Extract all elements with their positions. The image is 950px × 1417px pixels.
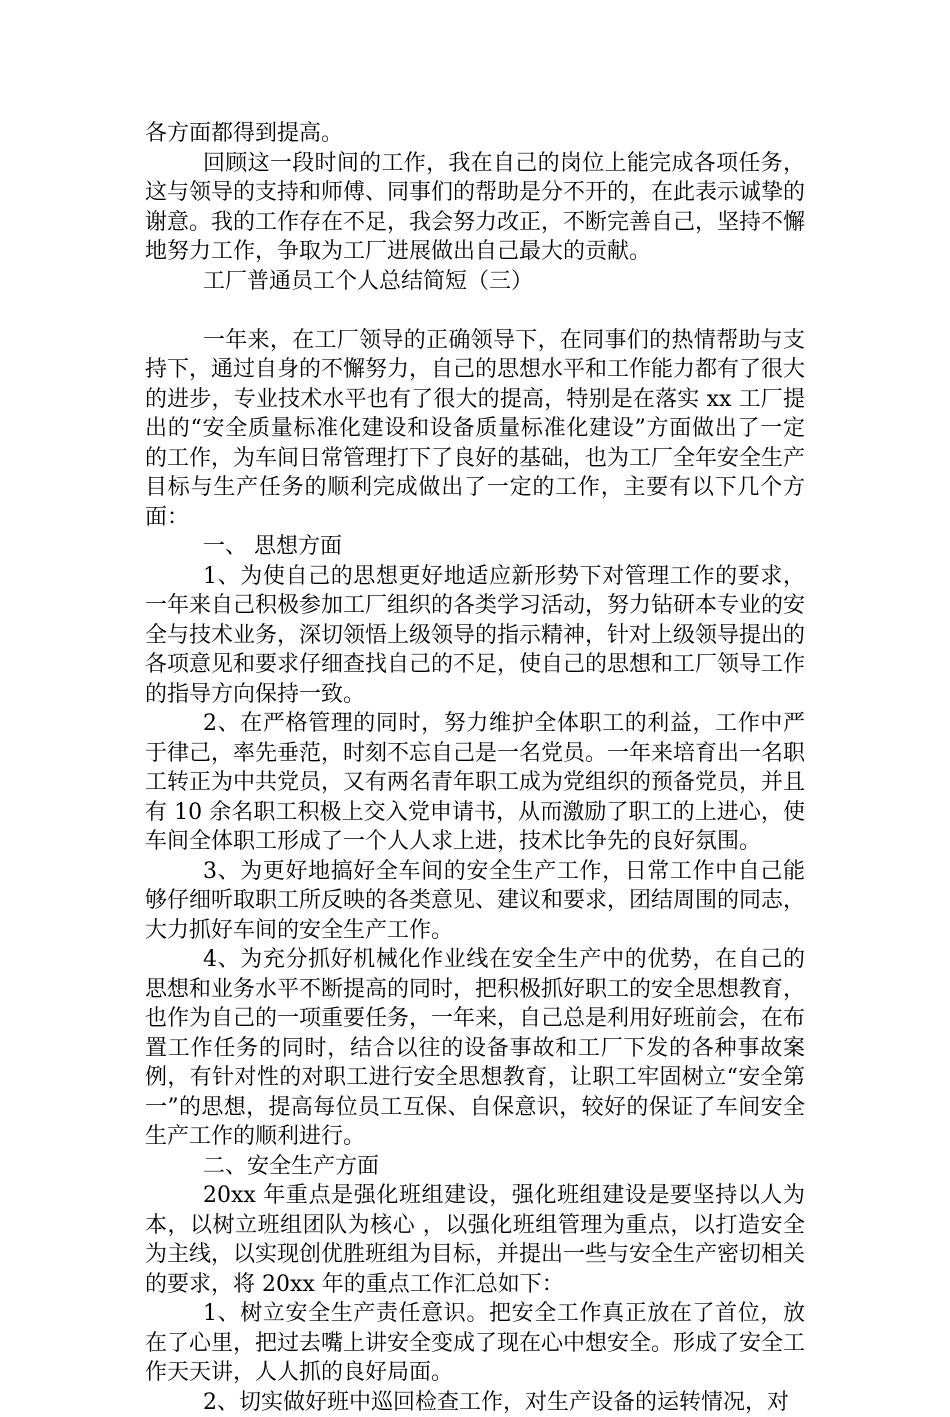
heading-safety: 二、安全生产方面: [145, 1152, 805, 1182]
paragraph-review: 回顾这一段时间的工作，我在自己的岗位上能完成各项任务，这与领导的支持和师傅、同事们的帮助是分不开的，在此表示诚挚的谢意。我的工作存在不足，我会努力改正，不断完善自己，坚持不懈地努力工作，争取为工厂进展做出自己最大的贡献。: [145, 149, 805, 267]
list-item-thought-4: 4、为充分抓好机械化作业线在安全生产中的优势，在自己的思想和业务水平不断提高的同时，把积极抓好职工的安全思想教育，也作为自己的一项重要任务，一年来，自己总是利用好班前会，在布置工作任务的同时，结合以往的设备事故和工厂下发的各种事故案例，有针对性的对职工进行安全思想教育，让职工牢固树立“安全第一”的思想，提高每位员工互保、自保意识，较好的保证了车间安全生产工作的顺利进行。: [145, 945, 805, 1152]
list-item-thought-2: 2、在严格管理的同时，努力维护全体职工的利益，工作中严于律己，率先垂范，时刻不忘自己是一名党员。一年来培育出一名职工转正为中共党员，又有两名青年职工成为党组织的预备党员，并且有 10 余名职工积极上交入党申请书，从而激励了职工的上进心，使车间全体职工形成了一个人人求上进，技术比争先的良好氛围。: [145, 709, 805, 857]
paragraph-intro: 一年来，在工厂领导的正确领导下，在同事们的热情帮助与支持下，通过自身的不懈努力，自己的思想水平和工作能力都有了很大的进步，专业技术水平也有了很大的提高，特别是在落实 xx 工厂提出的“安全质量标准化建设和设备质量标准化建设”方面做出了一定的工作，为车间日常管理打下了良好的基础，也为工厂全年安全生产目标与生产任务的顺利完成做出了一定的工作，主要有以下几个方面：: [145, 326, 805, 533]
document-body: [145, 119, 805, 1417]
heading-thought: 一、 思想方面: [145, 532, 805, 562]
paragraph-continuation: 各方面都得到提高。: [145, 119, 805, 149]
section-title: 工厂普通员工个人总结简短（三）: [145, 267, 805, 297]
list-item-thought-1: 1、为使自己的思想更好地适应新形势下对管理工作的要求，一年来自己积极参加工厂组织的各类学习活动，努力钻研本专业的安全与技术业务，深切领悟上级领导的指示精神，针对上级领导提出的各项意见和要求仔细查找自己的不足，使自己的思想和工厂领导工作的指导方向保持一致。: [145, 562, 805, 710]
list-item-safety-2: 2、切实做好班中巡回检查工作，对生产设备的运转情况，对: [145, 1388, 805, 1417]
paragraph-safety-intro: 20xx 年重点是强化班组建设，强化班组建设是要坚持以人为本，以树立班组团队为核心 ，以强化班组管理为重点，以打造安全为主线，以实现创优胜班组为目标，并提出一些与安全生产密切相关的要求，将 20xx 年的重点工作汇总如下：: [145, 1181, 805, 1299]
list-item-safety-1: 1、树立安全生产责任意识。把安全工作真正放在了首位，放在了心里，把过去嘴上讲安全变成了现在心中想安全。形成了安全工作天天讲，人人抓的良好局面。: [145, 1299, 805, 1388]
blank-line: [145, 296, 805, 326]
list-item-thought-3: 3、为更好地搞好全车间的安全生产工作，日常工作中自己能够仔细听取职工所反映的各类意见、建议和要求，团结周围的同志，大力抓好车间的安全生产工作。: [145, 857, 805, 946]
